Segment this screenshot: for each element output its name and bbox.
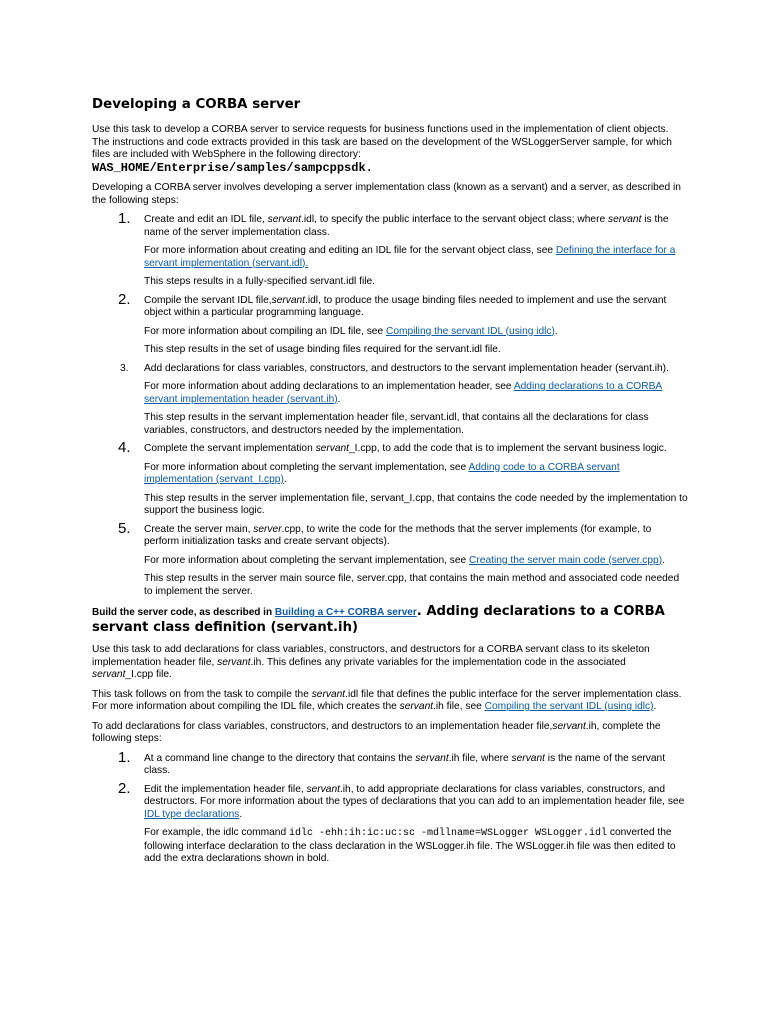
link-adding-declarations[interactable]: Adding declarations to a CORBA servant implementation header (servant.ih) bbox=[144, 381, 663, 405]
step-1: 1. Create and edit an IDL file, servant.idl, to specify the public interface to the servant object class; where servant is the name of the server implementation class. For more information about creating and editing an IDL file for the servant object class, see Defining the interface for a servant implementation (servant.idl). This steps results in a fully-specified servant.idl file. bbox=[92, 214, 688, 289]
step-number: 5. bbox=[118, 519, 131, 537]
step-number: 1. bbox=[118, 210, 131, 227]
link-adding-code[interactable]: Adding code to a CORBA servant implementation (servant_I.cpp) bbox=[144, 461, 620, 485]
step-result: This step results in the server main source file, server.cpp, that contains the main method and associated code needed to implement the server. bbox=[144, 573, 680, 597]
idlc-command: idlc -ehh:ih:ic:uc:sc -mdllname=WSLogger WSLogger.idl bbox=[288, 828, 608, 839]
intro-paragraph: Use this task to develop a CORBA server to service requests for business functions used in the implementation of client objects. The instructions and code extracts provided in this task are based on the development of the WSLoggerServer sample, for which files are included with WebSphere in the following directory: WAS_HOME/Enterprise/samples/sampcppsdk. bbox=[92, 124, 672, 175]
decl-step-2: 2. Edit the implementation header file, servant.ih, to add appropriate declarations for class variables, constructors, and destructors. For more information about the types of declarations that you can add to an implementation header file, see IDL type declarations. For example, the idlc command idlc -ehh:ih:ic:uc:sc -mdllname=WSLogger WSLogger.idl converted the following interface declaration to the class declaration in the WSLogger.ih file. The WSLogger.ih file was then edited to add the extra declarations shown in bold. bbox=[92, 784, 688, 866]
section-2-intro: Use this task to add declarations for class variables, constructors, and destructors for a CORBA servant class to its skeleton implementation header file, servant.ih. This defines any private variables for the implementation code in the associated servant_I.cpp file. bbox=[92, 644, 650, 680]
page-title: Developing a CORBA server bbox=[92, 97, 301, 112]
step-number: 3. bbox=[120, 362, 129, 374]
link-compiling-idl[interactable]: Compiling the servant IDL (using idlc) bbox=[385, 325, 555, 337]
step-3: 3. Add declarations for class variables, constructors, and destructors to the servant implementation header (servant.ih). For more information about adding declarations to an implementation header, see Adding declarations to a CORBA servant implementation header (servant.ih). This step results in the servant implementation header file, servant.idl, that contains all the declarations for class variables, constructors, and destructors needed by the implementation. bbox=[92, 363, 688, 438]
step-result: This step results in the set of usage binding files required for the servant.idl file. bbox=[144, 344, 501, 355]
step-5: 5. Create the server main, server.cpp, to write the code for the methods that the server implements (for example, to perform initialization tasks and create servant objects). For more information about completing the servant implementation, see Creating the server main code (server.cpp). This step results in the server main source file, server.cpp, that contains the main method and associated code needed to implement the server. bbox=[92, 524, 688, 599]
section-2-heading: Build the server code, as described in Building a C++ CORBA server. Adding declarations to a CORBA servant class definition (servant.ih) bbox=[92, 604, 665, 635]
declaration-steps-list bbox=[92, 748, 688, 866]
link-building-server[interactable]: Building a C++ CORBA server bbox=[274, 607, 417, 618]
section-2-steps-intro: To add declarations for class variables, constructors, and destructors to an implementation header file,servant.ih, complete the following steps: bbox=[92, 720, 661, 744]
link-compiling-idl-2[interactable]: Compiling the servant IDL (using idlc) bbox=[484, 701, 654, 712]
step-result: This step results in the servant implementation header file, servant.idl, that contains all the declarations for class variables, constructors, and destructors needed by the implementation. bbox=[144, 412, 649, 436]
step-number: 2. bbox=[118, 779, 131, 797]
step-number: 2. bbox=[118, 290, 131, 308]
step-2: 2. Compile the servant IDL file,servant.idl, to produce the usage binding files needed to implement and use the servant object within a particular programming language. For more information about compiling an IDL file, see Compiling the servant IDL (using idlc). This step results in the set of usage binding files required for the servant.idl file. bbox=[92, 295, 688, 357]
decl-step-1: 1. At a command line change to the directory that contains the servant.ih file, where servant is the name of the servant class. bbox=[118, 748, 666, 776]
section-2-followon: This task follows on from the task to compile the servant.idl file that defines the public interface for the server implementation class. For more information about compiling the IDL file, which creates the servant.ih file, see Compiling the servant IDL (using idlc). bbox=[92, 688, 682, 712]
step-number: 1. bbox=[118, 748, 131, 766]
link-creating-server-main[interactable]: Creating the server main code (server.cpp) bbox=[469, 554, 663, 566]
server-steps-list bbox=[92, 210, 688, 598]
step-number: 4. bbox=[118, 439, 131, 456]
link-idl-type-declarations[interactable]: IDL type declarations bbox=[144, 808, 240, 820]
step-result: This step results in the server implementation file, servant_I.cpp, that contains the code needed by the implementation to support the business logic. bbox=[144, 492, 688, 516]
document-content bbox=[92, 97, 688, 872]
link-defining-interface[interactable]: Defining the interface for a servant implementation (servant.idl). bbox=[144, 245, 676, 269]
step-result: This steps results in a fully-specified servant.idl file. bbox=[144, 276, 376, 287]
overview-paragraph: Developing a CORBA server involves developing a server implementation class (known as a servant) and a server, as described in the following steps: bbox=[92, 182, 681, 206]
example-paragraph: For example, the idlc command idlc -ehh:ih:ic:uc:sc -mdllname=WSLogger WSLogger.idl converted the following interface declaration to the class declaration in the WSLogger.ih file. The WSLogger.ih file was then edited to add the extra declarations shown in bold. bbox=[144, 827, 676, 864]
directory-path: WAS_HOME/Enterprise/samples/sampcppsdk. bbox=[92, 160, 373, 175]
step-4: 4. Complete the servant implementation servant_I.cpp, to add the code that is to implement the servant business logic. For more information about completing the servant implementation, see Adding code to a CORBA servant implementation (servant_I.cpp). This step results in the server implementation file, servant_I.cpp, that contains the code needed by the implementation to support the business logic. bbox=[118, 439, 688, 516]
